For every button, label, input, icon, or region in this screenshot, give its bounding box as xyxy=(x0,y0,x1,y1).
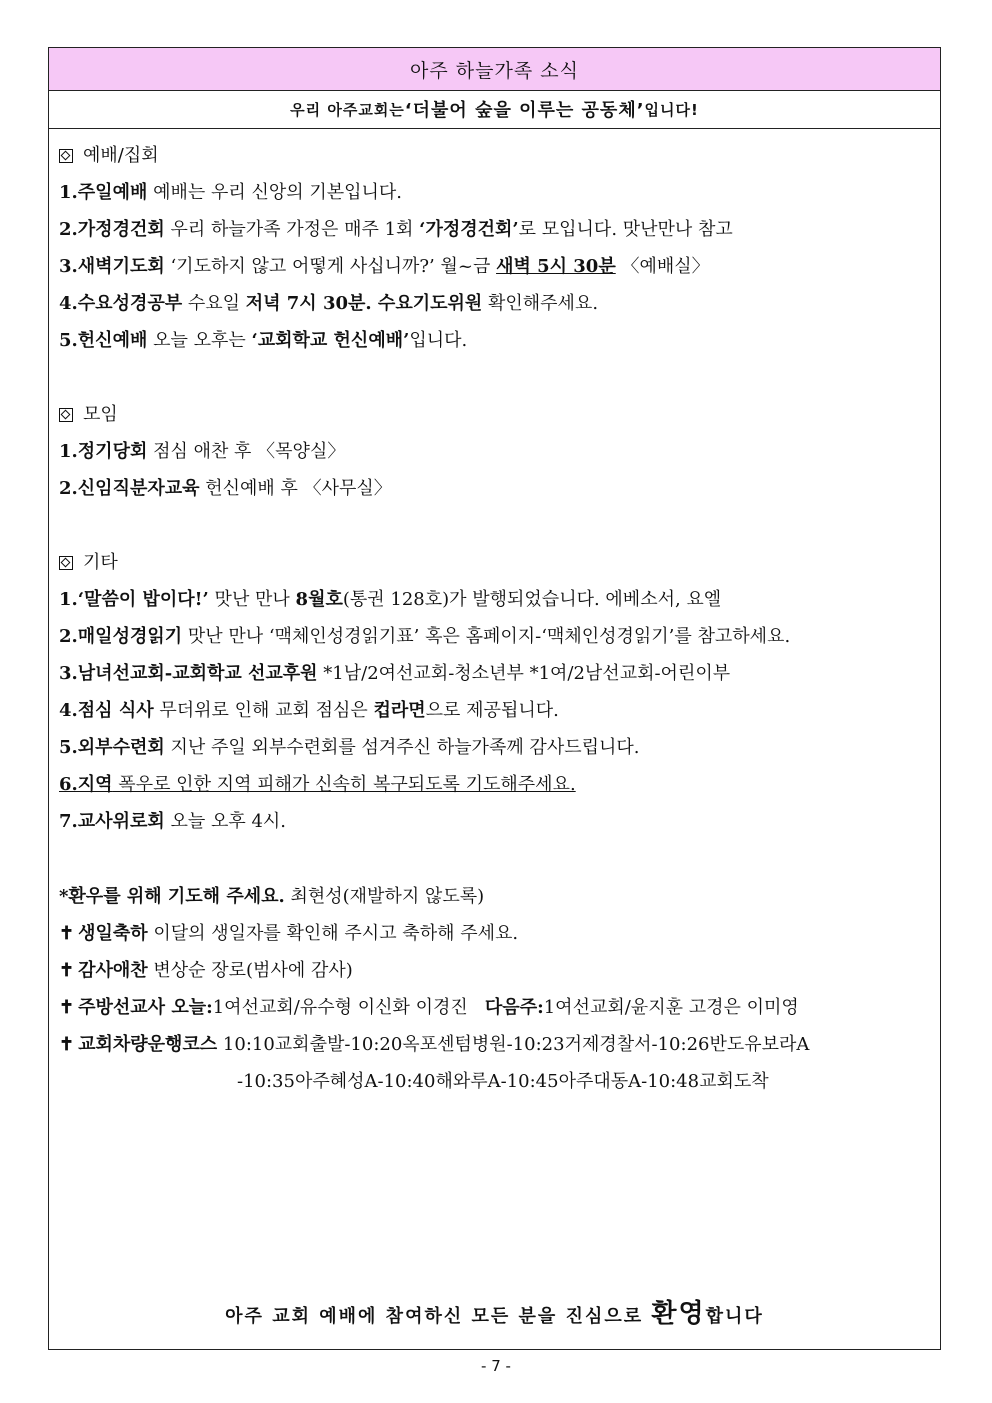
item-text: 헌신예배 후 〈사무실〉 xyxy=(199,478,392,499)
heading-text: 모임 xyxy=(83,404,118,425)
route-line-2: -10:35아주혜성A-10:40해와루A-10:45아주대동A-10:48교회도착 xyxy=(237,1071,769,1092)
section-etc xyxy=(59,545,932,840)
heading-text: 기타 xyxy=(83,552,118,573)
diamond-box-icon xyxy=(59,556,73,570)
spacer xyxy=(59,507,932,545)
item-text: 폭우로 인한 지역 피해가 신속히 복구되도록 기도해주세요. xyxy=(112,774,576,795)
list-item xyxy=(59,692,932,729)
welcome-message xyxy=(49,1293,940,1330)
item-text: 오늘 오후는 xyxy=(147,330,252,351)
cross-icon: ✝ xyxy=(59,1034,75,1055)
subtitle xyxy=(49,90,940,129)
page-title xyxy=(49,48,940,91)
today-label: 오늘: xyxy=(165,997,213,1018)
list-item xyxy=(59,211,932,248)
list-item xyxy=(59,581,932,618)
item-label: 2.가정경건회 xyxy=(59,219,165,240)
spacer xyxy=(59,840,932,878)
today-value: 1여선교회/유수형 이신화 이경진 xyxy=(212,997,468,1018)
list-item xyxy=(59,618,932,655)
next-label: 다음주: xyxy=(484,997,544,1018)
item-text: 오늘 오후 4시. xyxy=(164,811,287,832)
list-item xyxy=(59,433,932,470)
item-label: 5.외부수련회 xyxy=(59,737,165,758)
item-text2: 확인해주세요. xyxy=(482,293,599,314)
diamond-box-icon xyxy=(59,149,73,163)
item-label: 6.지역 xyxy=(59,774,113,795)
item-label: 3.새벽기도회 xyxy=(59,256,165,277)
notice-text: 이달의 생일자를 확인해 주시고 축하해 주세요. xyxy=(147,923,519,944)
list-item xyxy=(59,470,932,507)
item-text2: 입니다. xyxy=(409,330,468,351)
item-text2: 로 모입니다. 맛난만나 참고 xyxy=(518,219,733,240)
item-text: 점심 애찬 후 〈목양실〉 xyxy=(147,441,346,462)
item-label: 4.수요성경공부 xyxy=(59,293,183,314)
item-text: 수요일 xyxy=(182,293,246,314)
notice-vehicle xyxy=(59,1026,932,1063)
route-line-1: 10:10교회출발-10:20옥포센텀병원-10:23거제경찰서-10:26반도유보라A xyxy=(217,1034,810,1055)
list-item xyxy=(59,655,932,692)
item-text: 지난 주일 외부수련회를 섬겨주신 하늘가족께 감사드립니다. xyxy=(164,737,640,758)
title-text: 아주 하늘가족 소식 xyxy=(410,59,579,82)
item-label: 1.주일예배 xyxy=(59,182,148,203)
notice-birthday xyxy=(59,915,932,952)
item-label: 5.헌신예배 xyxy=(59,330,148,351)
item-label: 2.매일성경읽기 xyxy=(59,626,183,647)
notice-label: 주방선교사 xyxy=(78,997,166,1018)
notice-text: 최현성(재발하지 않도록) xyxy=(284,886,485,907)
subtitle-pre: 우리 아주교회는 xyxy=(290,100,405,119)
notice-vehicle-cont xyxy=(59,1063,932,1100)
list-item xyxy=(59,248,932,285)
item-bold: ‘교회학교 헌신예배’ xyxy=(251,330,410,351)
list-item xyxy=(59,766,932,803)
item-text2: 〈예배실〉 xyxy=(615,256,710,277)
item-text: 무더위로 인해 교회 점심은 xyxy=(153,700,374,721)
diamond-box-icon xyxy=(59,408,73,422)
notice-label: 생일축하 xyxy=(78,923,148,944)
next-value: 1여선교회/윤지훈 고경은 이미영 xyxy=(543,997,799,1018)
item-text: 맛난 만나 ‘맥체인성경읽기표’ 혹은 홈페이지-‘맥체인성경읽기’를 참고하세요. xyxy=(182,626,791,647)
item-label: 4.점심 식사 xyxy=(59,700,154,721)
section-heading-meeting xyxy=(59,397,932,433)
section-heading-etc xyxy=(59,545,932,581)
item-text: ‘기도하지 않고 어떻게 사십니까?’ 월~금 xyxy=(164,256,497,277)
item-label: 1.‘말씀이 밥이다!’ xyxy=(59,589,209,610)
cross-icon: ✝ xyxy=(59,923,75,944)
item-text2: 으로 제공됩니다. xyxy=(425,700,559,721)
welcome-post: 합니다 xyxy=(705,1306,764,1327)
item-text2: (통권 128호)가 발행되었습니다. 에베소서, 요엘 xyxy=(342,589,722,610)
item-text: 예배는 우리 신앙의 기본입니다. xyxy=(147,182,402,203)
item-label: 2.신임직분자교육 xyxy=(59,478,200,499)
notice-label: *환우를 위해 기도해 주세요. xyxy=(59,886,285,907)
item-text: 맛난 만나 xyxy=(208,589,296,610)
notice-text: 변상순 장로(범사에 감사) xyxy=(147,960,353,981)
spacer xyxy=(59,359,932,397)
list-item xyxy=(59,803,932,840)
section-heading-worship xyxy=(59,138,932,174)
list-item xyxy=(59,322,932,359)
content xyxy=(59,138,932,1100)
heading-text: 예배/집회 xyxy=(83,145,159,166)
list-item xyxy=(59,729,932,766)
subtitle-post: 입니다! xyxy=(644,100,699,119)
item-label: 1.정기당회 xyxy=(59,441,148,462)
notice-kitchen xyxy=(59,989,932,1026)
section-notices xyxy=(59,878,932,1100)
section-worship xyxy=(59,138,932,359)
newsletter-frame xyxy=(48,47,941,1350)
notice-thanks xyxy=(59,952,932,989)
item-text: *1남/2여선교회-청소년부 *1여/2남선교회-어린이부 xyxy=(317,663,731,684)
item-label: 3.남녀선교회-교회학교 선교후원 xyxy=(59,663,318,684)
page-number: - 7 - xyxy=(481,1357,511,1375)
item-bold: 컵라면 xyxy=(373,700,426,721)
item-label: 7.교사위로회 xyxy=(59,811,165,832)
item-bold: 8월호 xyxy=(295,589,343,610)
notice-label: 교회차량운행코스 xyxy=(78,1034,218,1055)
section-meeting xyxy=(59,397,932,507)
subtitle-quote: ‘더불어 숲을 이루는 공동체’ xyxy=(404,100,645,121)
notice-label: 감사애찬 xyxy=(78,960,148,981)
list-item xyxy=(59,174,932,211)
item-bold: ‘가정경건회’ xyxy=(419,219,519,240)
item-bold: 새벽 5시 30분 xyxy=(496,256,616,277)
cross-icon: ✝ xyxy=(59,960,75,981)
list-item xyxy=(59,285,932,322)
welcome-pre: 아주 교회 예배에 참여하신 모든 분을 진심으로 xyxy=(225,1306,652,1327)
notice-prayer xyxy=(59,878,932,915)
cross-icon: ✝ xyxy=(59,997,75,1018)
item-text: 우리 하늘가족 가정은 매주 1회 xyxy=(164,219,420,240)
item-bold: 저녁 7시 30분. 수요기도위원 xyxy=(245,293,483,314)
welcome-big: 환영 xyxy=(651,1299,706,1329)
